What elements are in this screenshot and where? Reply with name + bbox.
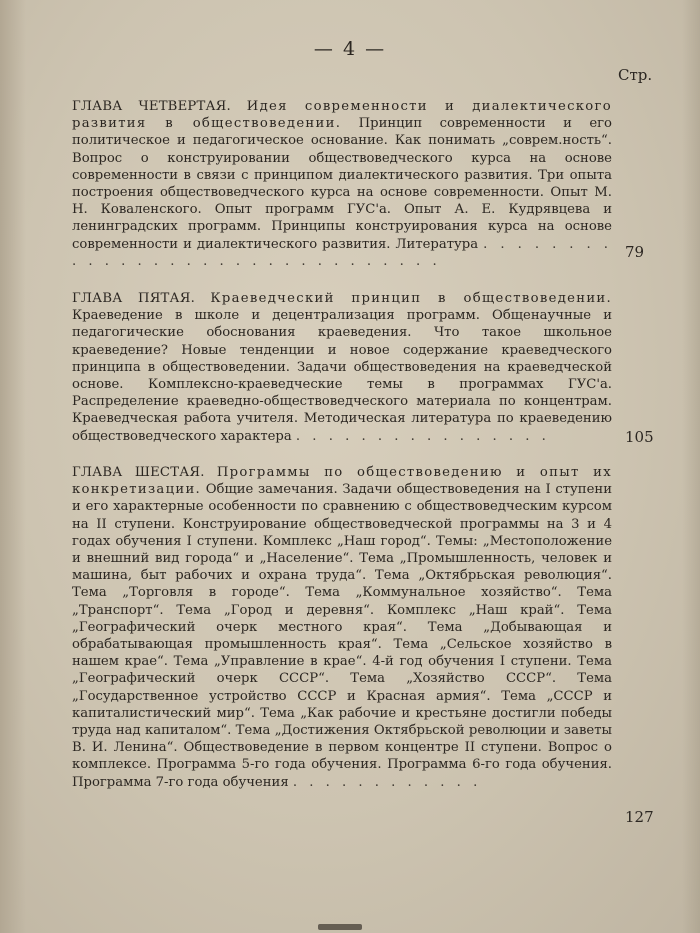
bottom-ink-mark: [318, 924, 362, 930]
page-number: — 4 —: [313, 38, 387, 60]
chapter-four-text: [72, 98, 612, 270]
chapter-four-page: 79: [625, 243, 645, 261]
chapter-five-leader: . . . . . . . . . . . . . . . .: [295, 428, 550, 444]
chapter-four-entry: [72, 98, 612, 270]
chapter-five-body: Краеведение в школе и децентрализация программ. Общенаучные и педагогические обоснования краеведения. Что такое школьное краеведение? Новые тенденции и новое содержание краеведческого принципа в обществоведении. Задачи обществоведения на краеведческой основе. Комплексно-краеведческие темы в программах ГУС'а. Распределение краеведно-обществоведческого материала по концентрам. Краеведческая работа учителя. Методическая литература по краеведению обществоведческого характера: [72, 308, 612, 444]
chapter-five-page: 105: [625, 428, 654, 446]
chapter-six-page: 127: [625, 808, 654, 826]
chapter-six-text: [72, 464, 612, 791]
chapter-four-body: Принцип современности и его политическое и педагогическое основание. Как понимать „соврем.ность“. Вопрос о конструировании обществоведческого курса на основе современности в связи с принципом диалектического развития. Три опыта построения обществоведческого курса на основе современности. Опыт М. Н. Коваленского. Опыт программ ГУС'а. Опыт А. Е. Кудрявцева и ленинградских программ. Принципы конструирования курса на основе современности и диалектического развития. Литература: [72, 116, 612, 252]
chapter-six-title: ГЛАВА ШЕСТАЯ.: [72, 465, 205, 480]
chapter-five-text: [72, 290, 612, 445]
chapter-six-entry: [72, 464, 612, 791]
chapter-four-title: ГЛАВА ЧЕТВЕРТАЯ.: [72, 99, 231, 114]
chapter-five-subtitle: Краеведческий принцип в обществоведении.: [210, 291, 612, 306]
chapter-five-title: ГЛАВА ПЯТАЯ.: [72, 291, 195, 306]
chapter-six-subtitle: Программы по обществоведению и опыт их конкретизации.: [72, 465, 612, 498]
chapter-six-body: Общие замечания. Задачи обществоведения на I ступени и его характерные особенности по сравнению с обществоведческим курсом на II ступени. Конструирование обществоведческой программы на 3 и 4 годах обучения I ступени. Комплекс „Наш город“. Темы: „Местоположение и внешний вид города“ и „Население“. Тема „Промышленность, человек и машина, быт рабочих и охрана труда“. Тема „Октябрьская революция“. Тема „Торговля в городе“. Тема „Коммунальное хозяйство“. Тема „Транспорт“. Тема „Город и деревня“. Комплекс „Наш край“. Тема „Географический очерк местного края“. Тема „Добывающая и обрабатывающая промышленность края“. Тема „Сельское хозяйство в нашем крае“. Тема „Управление в крае“. 4-й год обучения I ступени. Тема „Географический очерк СССР“. Тема „Хозяйство СССР“. Тема „Государственное устройство СССР и Красная армия“. Тема „СССР и капиталистический мир“. Тема „Как рабочие и крестьяне достигли победы труда над капиталом“. Тема „Достижения Октябрьской революции и заветы В. И. Ленина“. Обществоведение в первом концентре II ступени. Вопрос о комплексе. Программа 5-го года обучения. Программа 6-го года обучения. Программа 7-го года обучения: [72, 482, 612, 790]
page-fold-shadow: [682, 0, 700, 933]
chapter-four-subtitle: Идея современности и диалектического развития в обществоведении.: [72, 99, 612, 132]
chapter-five-entry: [72, 290, 612, 445]
page-column-header: Стр.: [618, 66, 653, 84]
page-edge-shadow: [0, 0, 26, 933]
chapter-six-leader: . . . . . . . . . . . .: [292, 774, 482, 790]
chapter-four-leader: . . . . . . . . . . . . . . . . . . . . . . . . . . . . . . .: [72, 236, 612, 269]
